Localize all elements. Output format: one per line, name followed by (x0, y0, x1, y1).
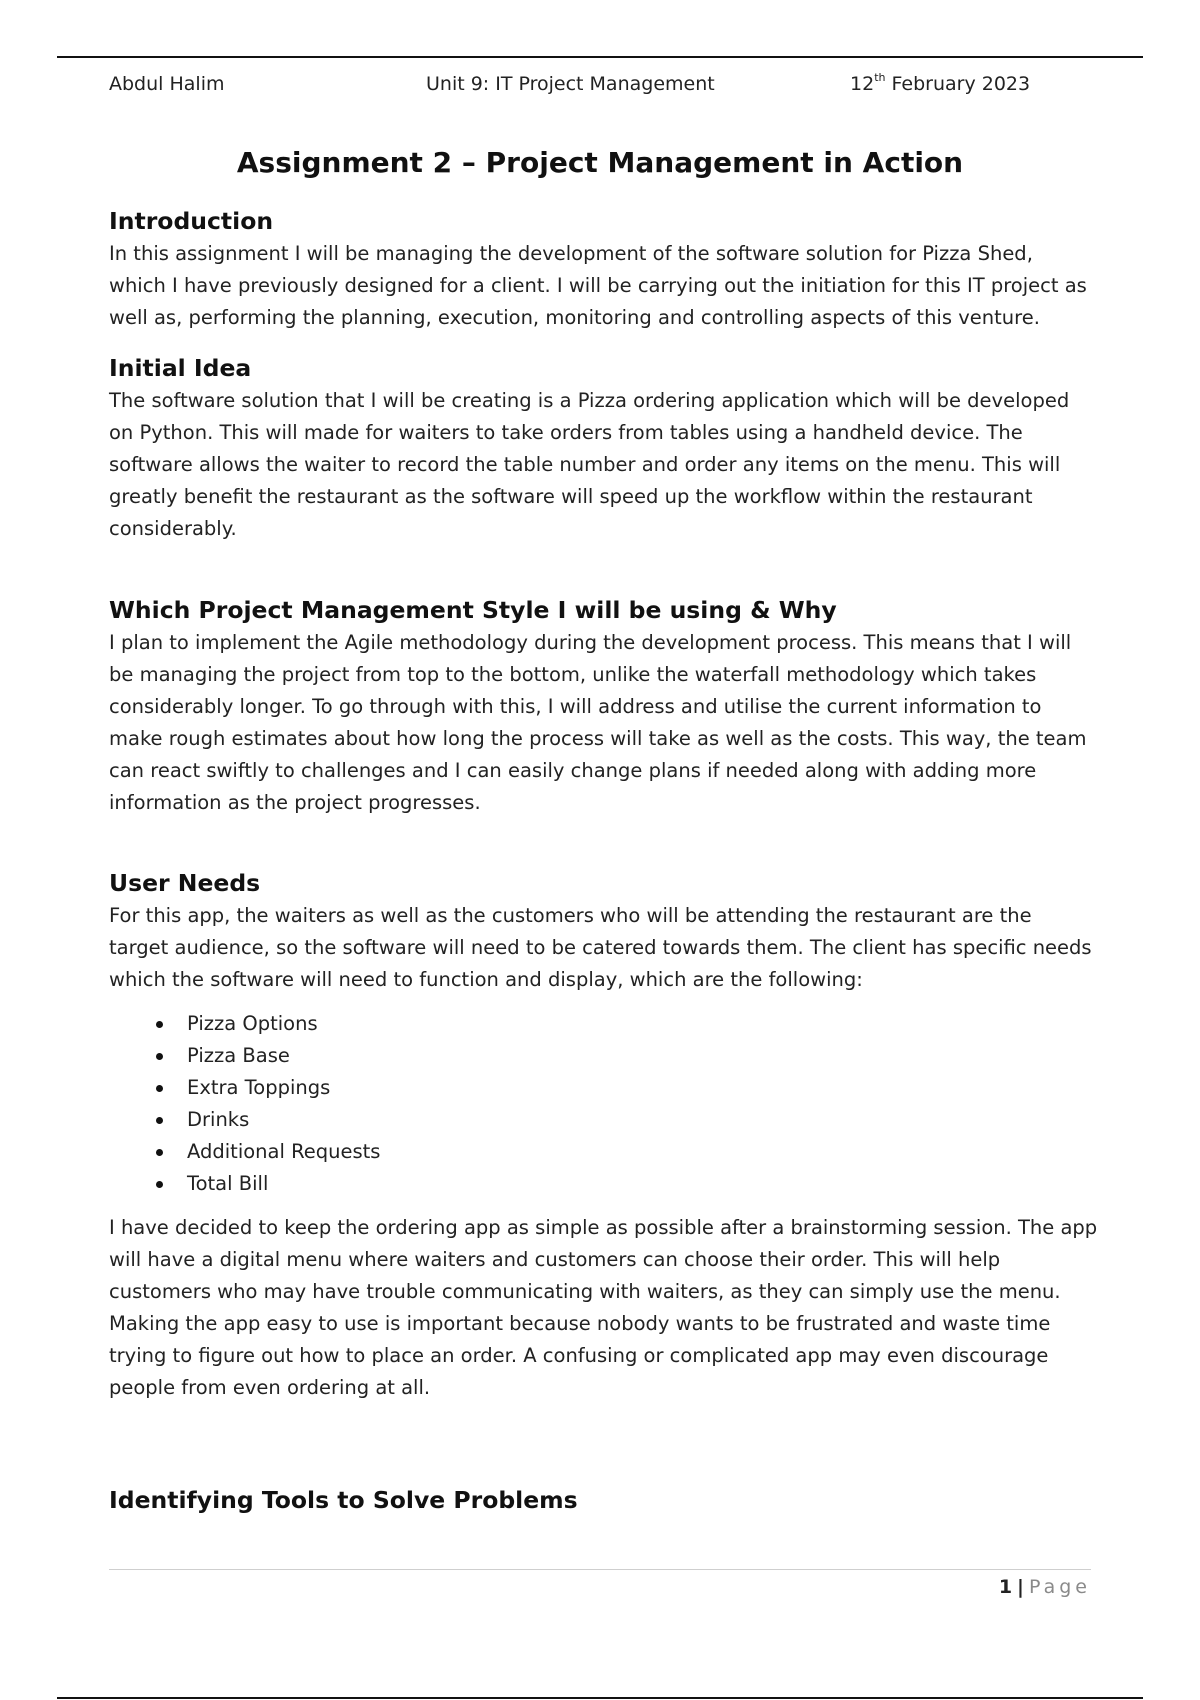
header-date (850, 73, 1030, 95)
user-needs-followup (109, 1212, 1109, 1404)
section-initial-idea (109, 351, 1109, 545)
list-item: Extra Toppings (187, 1072, 1109, 1104)
paragraph-line: Making the app easy to use is important because nobody wants to be frustrated and waste time (109, 1312, 1051, 1335)
paragraph-line: For this app, the waiters as well as the customers who will be attending the restaurant are the (109, 904, 1032, 927)
header-unit: Unit 9: IT Project Management (426, 73, 715, 95)
introduction-heading: Introduction (109, 207, 274, 235)
paragraph-line: well as, performing the planning, execution, monitoring and controlling aspects of this venture. (109, 306, 1040, 329)
paragraph-line: The software solution that I will be creating is a Pizza ordering application which will be developed (109, 389, 1070, 412)
initial-idea-heading: Initial Idea (109, 354, 252, 382)
page-label: Page (1029, 1576, 1091, 1598)
paragraph-line: considerably. (109, 517, 237, 540)
page-header (109, 73, 1091, 99)
list-item: Pizza Base (187, 1040, 1109, 1072)
paragraph-line: greatly benefit the restaurant as the software will speed up the workflow within the restaurant (109, 485, 1033, 508)
document-title: Assignment 2 – Project Management in Action (236, 146, 964, 179)
paragraph-line: customers who may have trouble communicating with waiters, as they can simply use the menu. (109, 1280, 1061, 1303)
paragraph-line: people from even ordering at all. (109, 1376, 431, 1399)
paragraph-line: I plan to implement the Agile methodology during the development process. This means that I will (109, 631, 1072, 654)
top-border-line (57, 56, 1143, 58)
user-needs-list (109, 1008, 1109, 1200)
paragraph-line: be managing the project from top to the bottom, unlike the waterfall methodology which takes (109, 663, 1037, 686)
bottom-border-line (57, 1697, 1143, 1699)
paragraph-line: software allows the waiter to record the table number and order any items on the menu. This will (109, 453, 1061, 476)
paragraph-line: information as the project progresses. (109, 791, 481, 814)
header-date-rest: February 2023 (885, 73, 1031, 95)
management-style-heading: Which Project Management Style I will be using & Why (109, 596, 837, 624)
footer-divider (109, 1569, 1091, 1570)
paragraph-line: which the software will need to function and display, which are the following: (109, 968, 863, 991)
section-introduction (109, 204, 1109, 334)
paragraph-line: trying to figure out how to place an order. A confusing or complicated app may even discourage (109, 1344, 1049, 1367)
list-item: Pizza Options (187, 1008, 1109, 1040)
section-tools (109, 1483, 1109, 1517)
paragraph-line: I have decided to keep the ordering app as simple as possible after a brainstorming session. The app (109, 1216, 1098, 1239)
section-user-needs (109, 866, 1109, 1404)
page-footer (999, 1576, 1091, 1598)
paragraph-line: In this assignment I will be managing the development of the software solution for Pizza Shed, (109, 242, 1033, 265)
footer-separator: | (1017, 1576, 1024, 1598)
header-date-suffix: th (874, 71, 886, 84)
paragraph-line: can react swiftly to challenges and I can easily change plans if needed along with adding more (109, 759, 1037, 782)
document-body (109, 204, 1109, 1517)
paragraph-line: on Python. This will made for waiters to take orders from tables using a handheld device. The (109, 421, 1023, 444)
user-needs-heading: User Needs (109, 869, 261, 897)
tools-heading: Identifying Tools to Solve Problems (109, 1486, 578, 1514)
page-number: 1 (998, 1576, 1013, 1598)
section-management-style (109, 593, 1109, 819)
paragraph-line: target audience, so the software will need to be catered towards them. The client has specific needs (109, 936, 1092, 959)
list-item: Total Bill (187, 1168, 1109, 1200)
paragraph-line: make rough estimates about how long the process will take as well as the costs. This way, the team (109, 727, 1087, 750)
paragraph-line: will have a digital menu where waiters and customers can choose their order. This will help (109, 1248, 1001, 1271)
header-date-day: 12 (850, 73, 875, 95)
list-item: Drinks (187, 1104, 1109, 1136)
header-author: Abdul Halim (109, 73, 225, 95)
paragraph-line: which I have previously designed for a client. I will be carrying out the initiation for this IT project as (109, 274, 1087, 297)
paragraph-line: considerably longer. To go through with this, I will address and utilise the current information to (109, 695, 1042, 718)
list-item: Additional Requests (187, 1136, 1109, 1168)
